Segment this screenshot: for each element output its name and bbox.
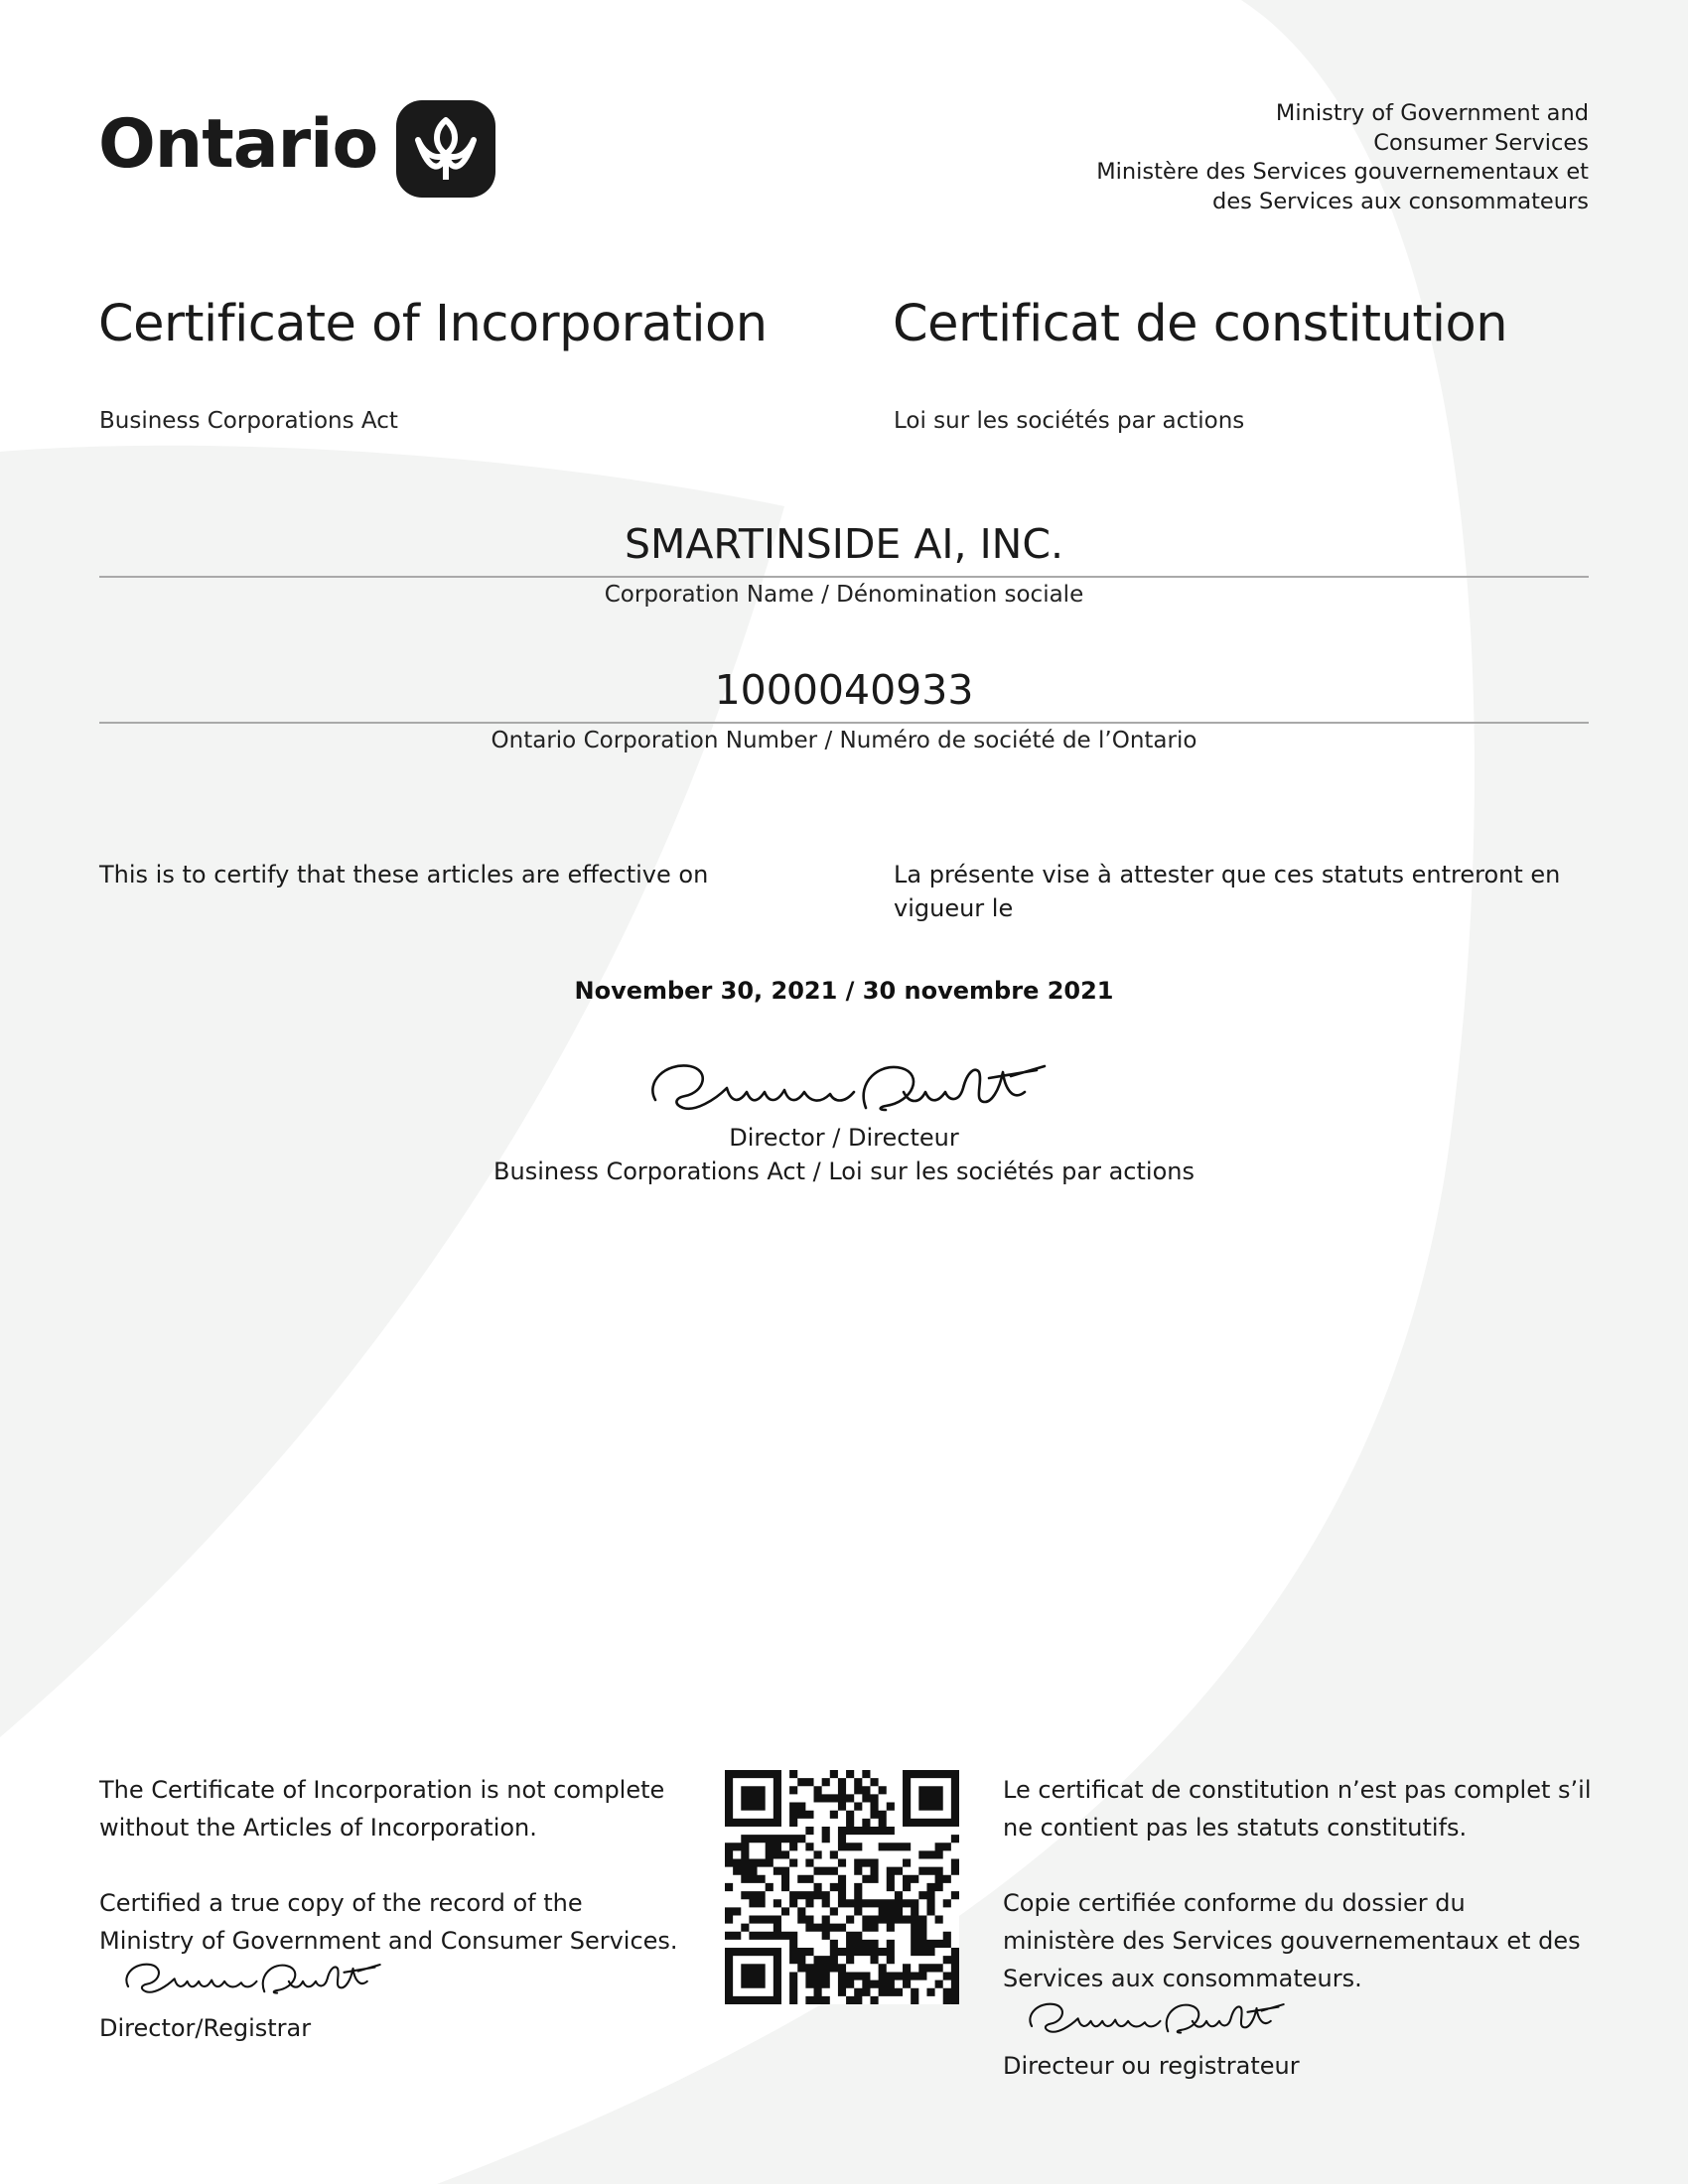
title-french: Certificat de constitution	[893, 295, 1508, 353]
footer-english-line2: without the Articles of Incorporation.	[99, 1814, 537, 1842]
certification-english: This is to certify that these articles are effective on	[99, 861, 709, 888]
footer-french-line3: Copie certifiée conforme du dossier du	[1003, 1889, 1466, 1917]
ministry-name-block	[894, 99, 1589, 216]
certification-french	[894, 858, 1589, 925]
corporation-number-rule	[99, 722, 1589, 724]
registrar-signature-french	[1015, 1995, 1293, 2039]
ontario-logo-text: Ontario	[98, 105, 378, 184]
certification-french-line2: vigueur le	[894, 894, 1014, 922]
corporation-name-rule	[99, 576, 1589, 578]
registrar-signature-english	[111, 1956, 389, 1999]
ministry-fr-line2: des Services aux consommateurs	[1212, 188, 1589, 214]
ministry-en-line2: Consumer Services	[1373, 129, 1589, 156]
director-signature	[635, 1052, 1053, 1120]
footer-french-line2: ne contient pas les statuts constitutifs.	[1003, 1814, 1468, 1842]
footer-french-line1: Le certificat de constitution n’est pas complet s’il	[1003, 1776, 1592, 1804]
act-english: Business Corporations Act	[99, 408, 398, 434]
footer-french-line5: Services aux consommateurs.	[1003, 1965, 1362, 1992]
corporation-number: 1000040933	[714, 666, 974, 714]
act-french: Loi sur les sociétés par actions	[894, 408, 1245, 434]
footer-english-line3: Certified a true copy of the record of the	[99, 1889, 583, 1917]
director-act: Business Corporations Act / Loi sur les sociétés par actions	[493, 1158, 1195, 1185]
director-title: Director / Directeur	[729, 1124, 959, 1152]
footer-english-line1: The Certificate of Incorporation is not complete	[99, 1776, 665, 1804]
footer-french-role: Directeur ou registrateur	[1003, 2052, 1300, 2080]
qr-code-icon	[725, 1770, 959, 2004]
corporation-number-label: Ontario Corporation Number / Numéro de société de l’Ontario	[491, 728, 1197, 753]
ministry-fr-line1: Ministère des Services gouvernementaux et	[1096, 159, 1589, 185]
footer-english-line4: Ministry of Government and Consumer Services.	[99, 1927, 678, 1955]
footer-english	[99, 1771, 715, 1960]
certification-french-line1: La présente vise à attester que ces statuts entreront en	[894, 861, 1561, 888]
title-english: Certificate of Incorporation	[98, 295, 768, 353]
corporation-name: SMARTINSIDE AI, INC.	[624, 520, 1063, 568]
corporation-name-label: Corporation Name / Dénomination sociale	[604, 582, 1084, 608]
effective-date: November 30, 2021 / 30 novembre 2021	[574, 977, 1114, 1005]
trillium-logo-icon	[396, 100, 495, 198]
ministry-en-line1: Ministry of Government and	[1275, 100, 1589, 126]
footer-english-role: Director/Registrar	[99, 2014, 312, 2042]
footer-french	[1003, 1771, 1618, 1997]
footer-french-line4: ministère des Services gouvernementaux et des	[1003, 1927, 1581, 1955]
